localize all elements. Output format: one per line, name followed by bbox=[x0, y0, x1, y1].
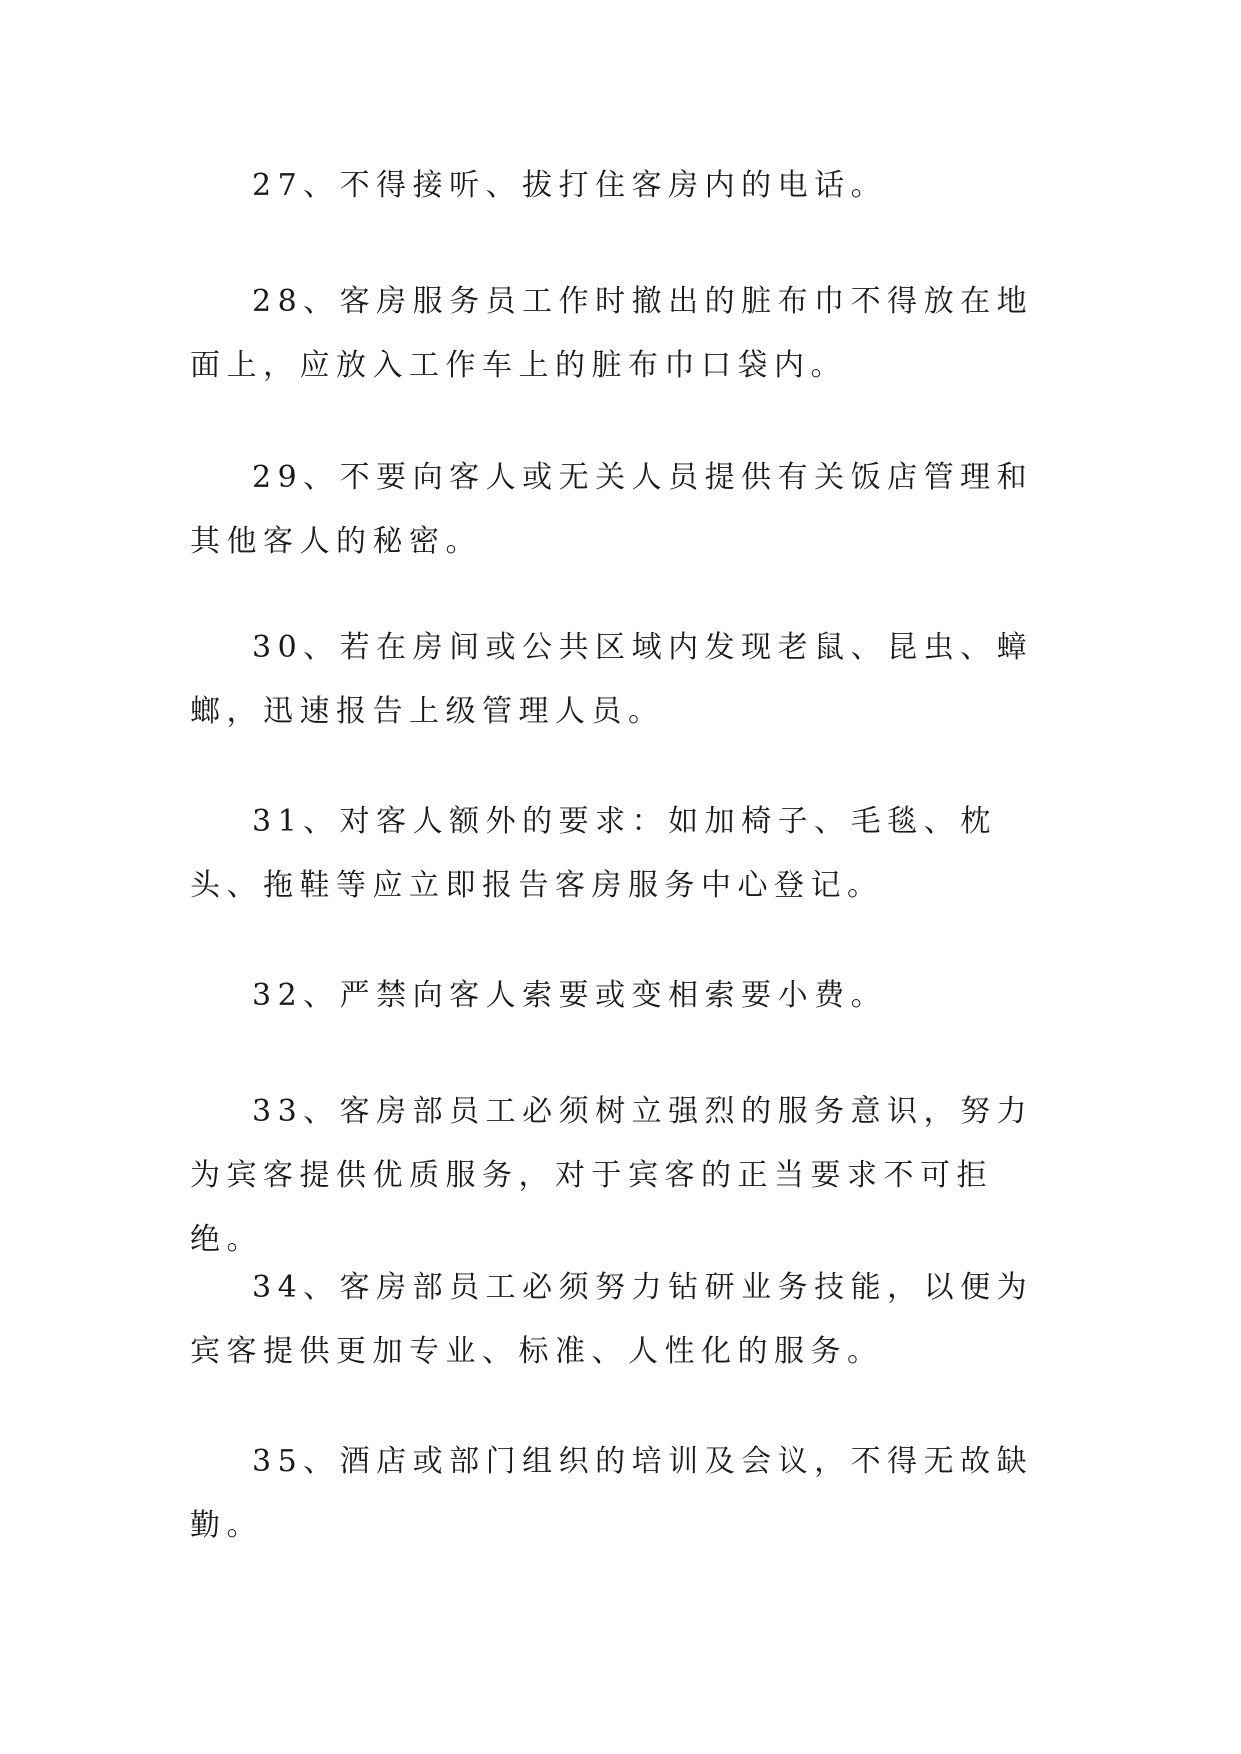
rule-31: 31、对客人额外的要求：如加椅子、毛毯、枕头、拖鞋等应立即报告客房服务中心登记。 bbox=[190, 804, 997, 903]
rule-29: 29、不要向客人或无关人员提供有关饭店管理和其他客人的秘密。 bbox=[190, 460, 1034, 559]
rule-28: 28、客房服务员工作时撤出的脏布巾不得放在地面上，应放入工作车上的脏布巾口袋内。 bbox=[190, 284, 1034, 383]
rule-33: 33、客房部员工必须树立强烈的服务意识，努力为宾客提供优质服务，对于宾客的正当要求不可拒绝。 bbox=[190, 1094, 1034, 1257]
rule-35: 35、酒店或部门组织的培训及会议，不得无故缺勤。 bbox=[190, 1444, 1034, 1543]
rule-32: 32、严禁向客人索要或变相索要小费。 bbox=[252, 978, 888, 1013]
rule-34: 34、客房部员工必须努力钻研业务技能，以便为宾客提供更加专业、标准、人性化的服务。 bbox=[190, 1270, 1034, 1369]
rule-27: 27、不得接听、拔打住客房内的电话。 bbox=[252, 168, 888, 203]
rule-30: 30、若在房间或公共区域内发现老鼠、昆虫、蟑螂，迅速报告上级管理人员。 bbox=[190, 630, 1034, 729]
